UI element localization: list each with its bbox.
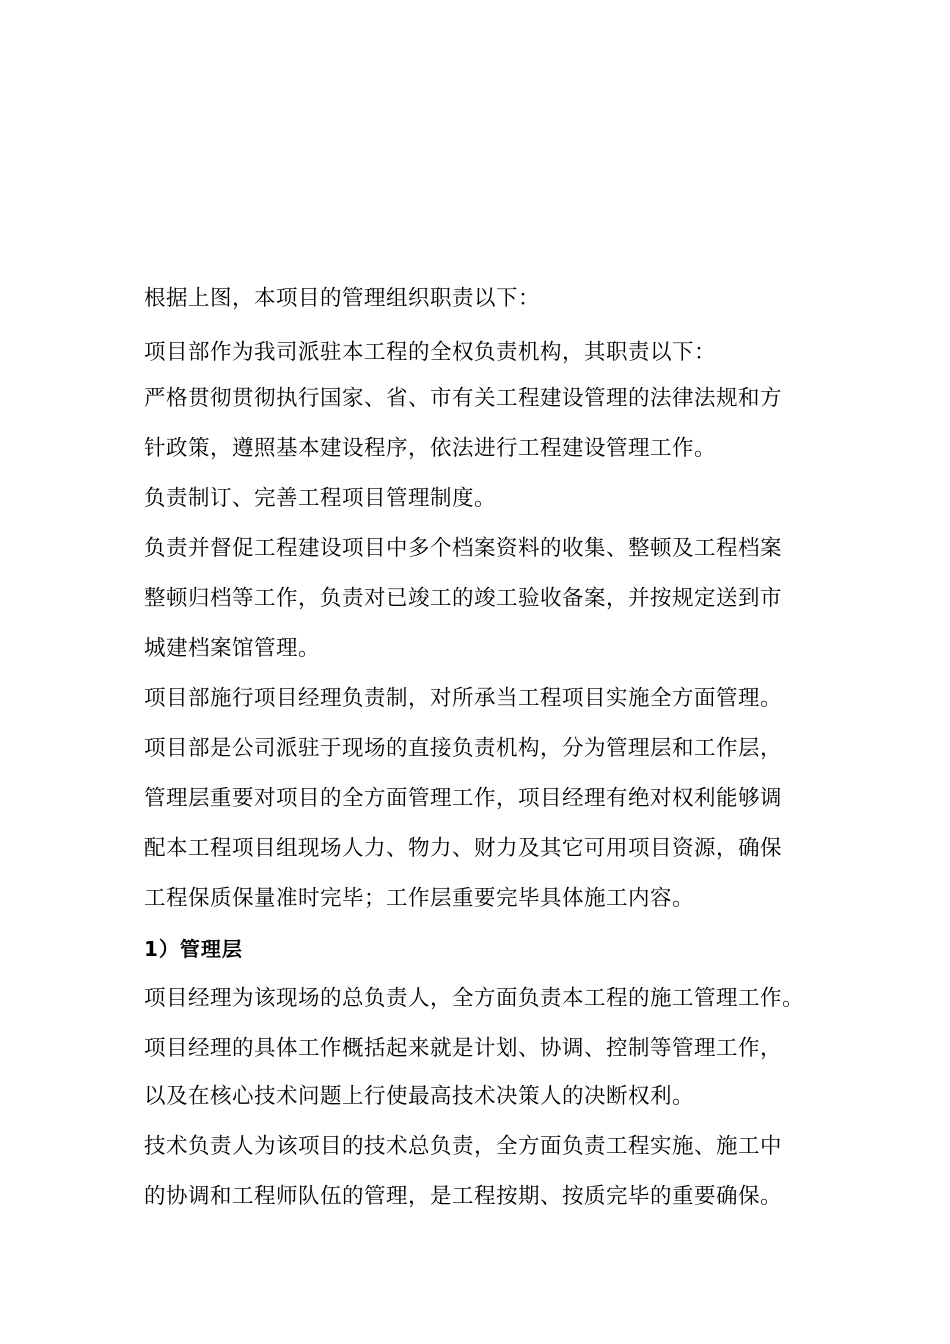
paragraph-line: 项目部施行项目经理负责制，对所承当工程项目实施全方面管理。 (144, 686, 783, 711)
paragraph-line: 整顿归档等工作，负责对已竣工的竣工验收备案，并按规定送到市 (144, 586, 783, 611)
paragraph-line: 的协调和工程师队伍的管理，是工程按期、按质完毕的重要确保。 (144, 1184, 783, 1209)
paragraph-line: 以及在核心技术问题上行使最高技术决策人的决断权利。 (144, 1084, 695, 1109)
paragraph-line: 严格贯彻贯彻执行国家、省、市有关工程建设管理的法律法规和方 (144, 386, 783, 411)
paragraph-line: 根据上图，本项目的管理组织职责以下： (144, 286, 541, 311)
paragraph-line: 针政策，遵照基本建设程序，依法进行工程建设管理工作。 (144, 436, 717, 461)
paragraph-line: 城建档案馆管理。 (144, 636, 321, 661)
paragraph-line: 管理层重要对项目的全方面管理工作，项目经理有绝对权利能够调 (144, 786, 783, 811)
paragraph-line: 项目经理的具体工作概括起来就是计划、协调、控制等管理工作， (144, 1036, 783, 1061)
paragraph-line: 负责并督促工程建设项目中多个档案资料的收集、整顿及工程档案 (144, 536, 783, 561)
paragraph-line: 技术负责人为该项目的技术总负责，全方面负责工程实施、施工中 (144, 1134, 783, 1159)
paragraph-line: 工程保质保量准时完毕；工作层重要完毕具体施工内容。 (144, 886, 695, 911)
paragraph-line: 项目部是公司派驻于现场的直接负责机构，分为管理层和工作层， (144, 736, 783, 761)
section-heading: 1）管理层 (144, 937, 243, 961)
paragraph-line: 项目部作为我司派驻本工程的全权负责机构，其职责以下： (144, 340, 717, 365)
paragraph-line: 项目经理为该现场的总负责人，全方面负责本工程的施工管理工作。 (144, 986, 805, 1011)
paragraph-line: 配本工程项目组现场人力、物力、财力及其它可用项目资源，确保 (144, 836, 783, 861)
paragraph-line: 负责制订、完善工程项目管理制度。 (144, 486, 497, 511)
